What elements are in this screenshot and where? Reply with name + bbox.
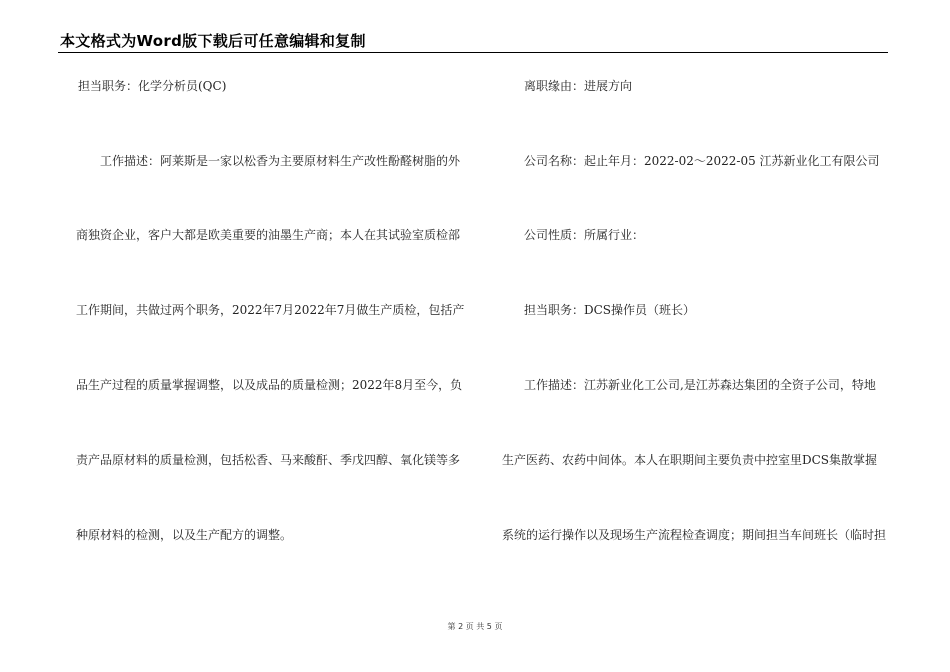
text-line: 责产品原材料的质量检测，包括松香、马来酸酐、季戊四醇、氧化镁等多 [76, 453, 461, 467]
text-line: 商独资企业，客户大都是欧美重要的油墨生产商；本人在其试验室质检部 [76, 228, 461, 242]
text-line: 品生产过程的质量掌握调整，以及成品的质量检测；2022年8月至今，负 [76, 378, 463, 392]
text-line: 生产医药、农药中间体。本人在职期间主要负责中控室里DCS集散掌握 [502, 453, 878, 467]
text-line: 系统的运行操作以及现场生产流程检查调度；期间担当车间班长（临时担 [502, 528, 887, 542]
text-line: 公司名称：起止年月：2022-02～2022-05 江苏新业化工有限公司 [524, 154, 880, 168]
text-line: 担当职务：化学分析员(QC) [78, 79, 227, 93]
text-line: 工作描述：江苏新业化工公司,是江苏森达集团的全资子公司，特地 [524, 378, 876, 392]
text-line: 担当职务：DCS操作员（班长） [524, 303, 696, 317]
page-number: 第 2 页 共 5 页 [447, 622, 503, 631]
header-divider [58, 52, 888, 53]
text-line: 公司性质：所属行业： [524, 228, 645, 242]
text-line: 种原材料的检测，以及生产配方的调整。 [76, 528, 293, 542]
text-line: 离职缘由：进展方向 [524, 79, 633, 93]
text-line: 工作描述：阿莱斯是一家以松香为主要原材料生产改性酚醛树脂的外 [100, 154, 461, 168]
header-title: 本文格式为Word版下载后可任意编辑和复制 [60, 32, 366, 50]
text-line: 工作期间，共做过两个职务，2022年7月2022年7月做生产质检，包括产 [76, 303, 465, 317]
